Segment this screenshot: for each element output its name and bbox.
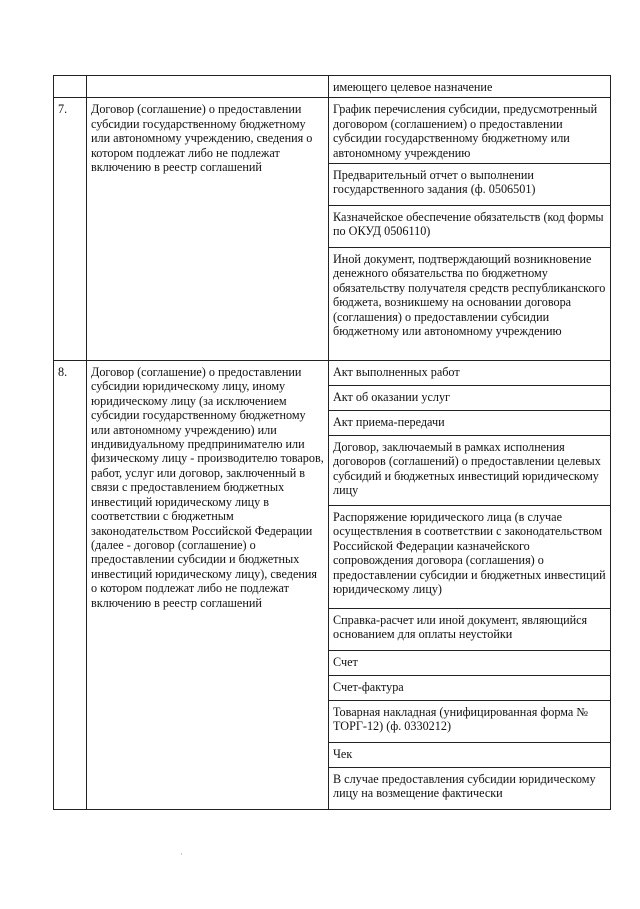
document-type: имеющего целевое назначение <box>329 76 611 98</box>
document-type: Справка-расчет или иной документ, являющийся основанием для оплаты неустойки <box>329 609 611 651</box>
contract-description: Договор (соглашение) о предоставлении субсидии государственному бюджетному или автономному учреждению, сведения о котором подлежат либо не подлежат включению в реестр соглашений <box>87 98 329 361</box>
table-row <box>54 76 611 98</box>
document-type: Товарная накладная (унифицированная форма № ТОРГ-12) (ф. 0330212) <box>329 701 611 743</box>
row-number: 7. <box>54 98 87 361</box>
document-type: Акт выполненных работ <box>329 361 611 386</box>
document-type: В случае предоставления субсидии юридическому лицу на возмещение фактически <box>329 768 611 810</box>
document-type: Предварительный отчет о выполнении государственного задания (ф. 0506501) <box>329 164 611 206</box>
table-row <box>54 361 611 386</box>
document-table <box>53 75 611 810</box>
document-type: График перечисления субсидии, предусмотренный договором (соглашением) о предоставлении субсидии государственному бюджетному или автономному учреждению <box>329 98 611 164</box>
document-type: Счет <box>329 651 611 676</box>
table-row <box>54 98 611 164</box>
document-type: Акт приема-передачи <box>329 411 611 436</box>
contract-description <box>87 76 329 98</box>
document-type: Договор, заключаемый в рамках исполнения договоров (соглашений) о предоставлении целевых субсидий и бюджетных инвестиций юридическому лицу <box>329 436 611 506</box>
document-type: Счет-фактура <box>329 676 611 701</box>
row-number: 8. <box>54 361 87 810</box>
document-type: Акт об оказании услуг <box>329 386 611 411</box>
document-type: Чек <box>329 743 611 768</box>
row-number <box>54 76 87 98</box>
contract-description: Договор (соглашение) о предоставлении субсидии юридическому лицу, иному юридическому лицу (за исключением субсидии государственному бюджетному или автономному учреждению) или индивидуальному предпринимателю или физическому лицу - производителю товаров, работ, услуг или договор, заключенный в связи с предоставлением бюджетных инвестиций юридическому лицу в соответствии с бюджетным законодательством Российской Федерации (далее - договор (соглашение) о предоставлении субсидии и бюджетных инвестиций юридическому лицу), сведения о котором подлежат либо не подлежат включению в реестр соглашений <box>87 361 329 810</box>
scan-mark: · <box>180 850 183 859</box>
document-type: Распоряжение юридического лица (в случае осуществления в соответствии с законодательством Российской Федерации казначейского сопровождения договора (соглашения) о предоставлении субсидии и бюджетных инвестиций юридическому лицу) <box>329 506 611 609</box>
document-type: Иной документ, подтверждающий возникновение денежного обязательства по бюджетному обязательству получателя средств республиканского бюджета, возникшему на основании договора (соглашения) о предоставлении субсидии бюджетному или автономному учреждению <box>329 248 611 361</box>
document-type: Казначейское обеспечение обязательств (код формы по ОКУД 0506110) <box>329 206 611 248</box>
